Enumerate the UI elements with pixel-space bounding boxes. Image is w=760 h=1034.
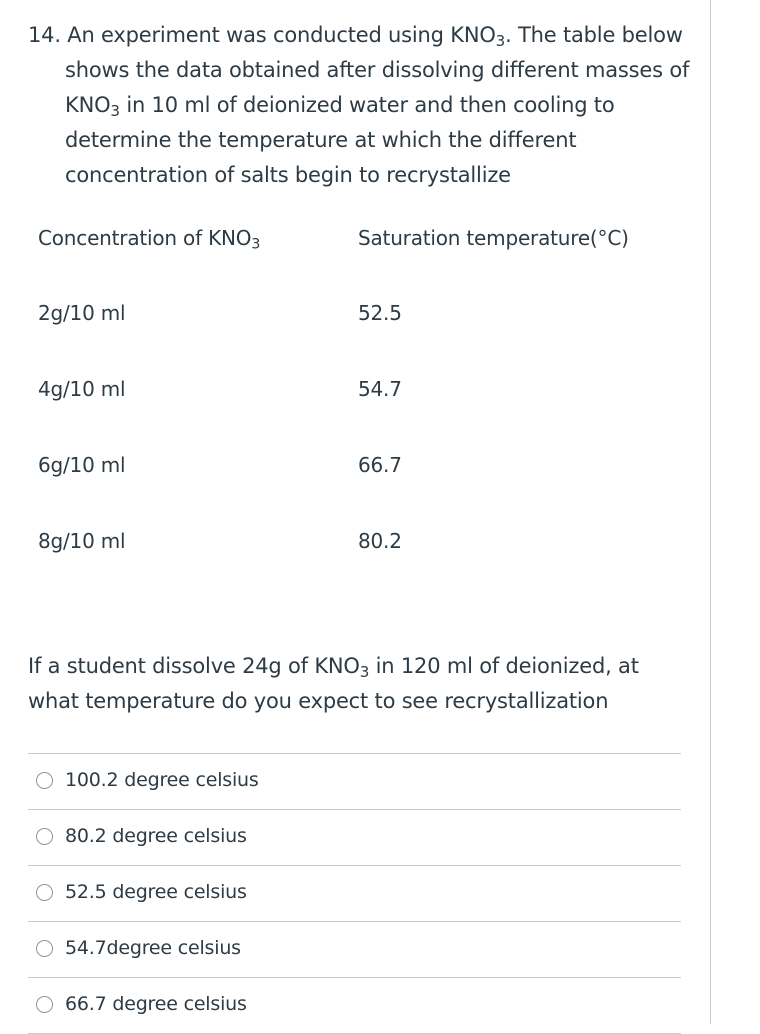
table-cell-temperature: 52.5	[358, 301, 402, 325]
table-cell-concentration: 6g/10 ml	[38, 453, 126, 477]
table-cell-concentration: 2g/10 ml	[38, 301, 126, 325]
answer-option[interactable]	[28, 809, 681, 865]
radio-button-icon[interactable]	[36, 884, 53, 901]
table-cell-temperature: 54.7	[358, 377, 402, 401]
table-cell-temperature: 66.7	[358, 453, 402, 477]
table-cell-concentration: 8g/10 ml	[38, 529, 126, 553]
answer-list	[28, 753, 681, 1034]
answer-label[interactable]: 80.2 degree celsius	[65, 825, 247, 847]
table-cell-temperature: 80.2	[358, 529, 402, 553]
answer-label[interactable]: 66.7 degree celsius	[65, 993, 247, 1015]
radio-button-icon[interactable]	[36, 828, 53, 845]
table-header-temperature: Saturation temperature(°C)	[358, 226, 629, 250]
answer-label[interactable]: 100.2 degree celsius	[65, 769, 259, 791]
radio-button-icon[interactable]	[36, 772, 53, 789]
radio-button-icon[interactable]	[36, 996, 53, 1013]
answer-option[interactable]	[28, 753, 681, 809]
panel-right-border	[710, 0, 711, 1024]
answer-option[interactable]	[28, 977, 681, 1034]
question-number: 14.	[28, 23, 61, 47]
answer-label[interactable]: 54.7degree celsius	[65, 937, 241, 959]
answer-label[interactable]: 52.5 degree celsius	[65, 881, 247, 903]
table-cell-concentration: 4g/10 ml	[38, 377, 126, 401]
question-prompt: If a student dissolve 24g of $KNO_3$ in 120 ml of deionized, at what temperature do you expect to see recrystallization	[28, 654, 639, 713]
answer-option[interactable]	[28, 865, 681, 921]
answer-option[interactable]	[28, 921, 681, 977]
question-text: 14. An experiment was conducted using $KNO_3$. The table below shows the data obtained after dissolving different masses of $KNO_3$ in 10 ml of deionized water and then cooling to determine the temperature at which the different concentration of salts begin to recrystallize	[28, 23, 690, 187]
table-header-concentration: Concentration of $KNO_3$	[38, 226, 261, 253]
radio-button-icon[interactable]	[36, 940, 53, 957]
